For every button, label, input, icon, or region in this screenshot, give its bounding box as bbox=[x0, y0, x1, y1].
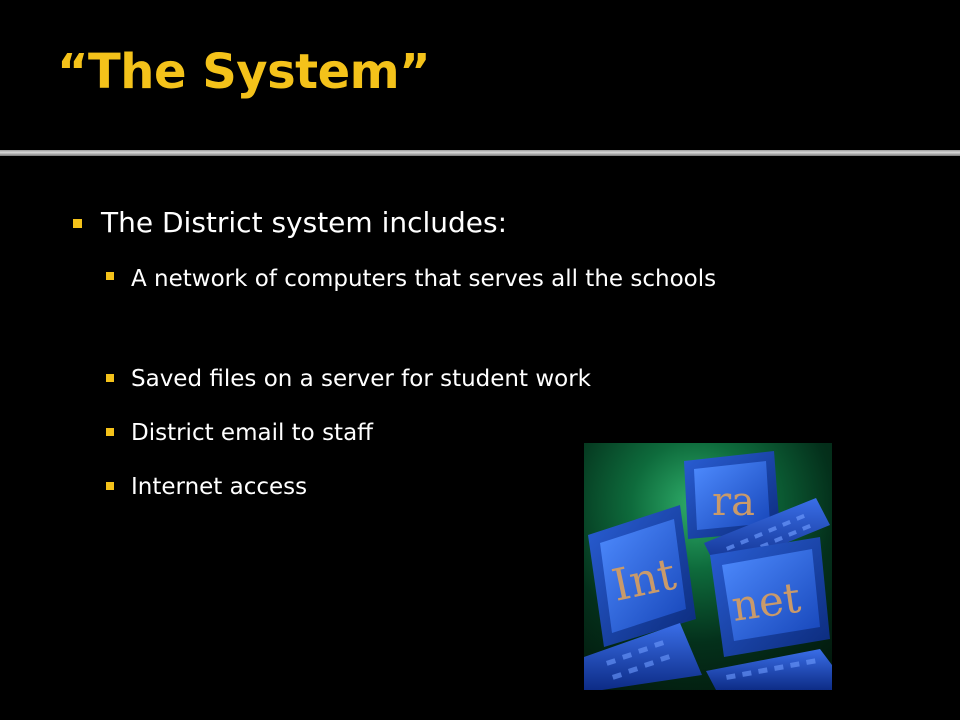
main-bullet: The District system includes: bbox=[101, 206, 508, 239]
sub-bullet-marker bbox=[106, 374, 114, 382]
monitor-right bbox=[710, 537, 830, 657]
screen-label-int: Int bbox=[607, 548, 681, 612]
sub-bullet-email: District email to staff bbox=[131, 420, 374, 446]
internet-computers-photo bbox=[584, 443, 832, 690]
sub-bullet-marker bbox=[106, 482, 114, 490]
screen-label-ra: ra bbox=[712, 479, 755, 525]
title-bar bbox=[0, 0, 960, 152]
slide-title: “The System” bbox=[57, 44, 431, 100]
sub-bullet-saved-files: Saved files on a server for student work bbox=[131, 366, 591, 392]
sub-bullet-marker bbox=[106, 272, 114, 280]
computers-illustration bbox=[584, 443, 832, 690]
screen-label-net: net bbox=[728, 572, 804, 631]
sub-bullet-internet: Internet access bbox=[131, 474, 308, 500]
bullet-marker bbox=[73, 219, 82, 228]
sub-bullet-marker bbox=[106, 428, 114, 436]
sub-bullet-network: A network of computers that serves all the schools bbox=[131, 266, 717, 292]
